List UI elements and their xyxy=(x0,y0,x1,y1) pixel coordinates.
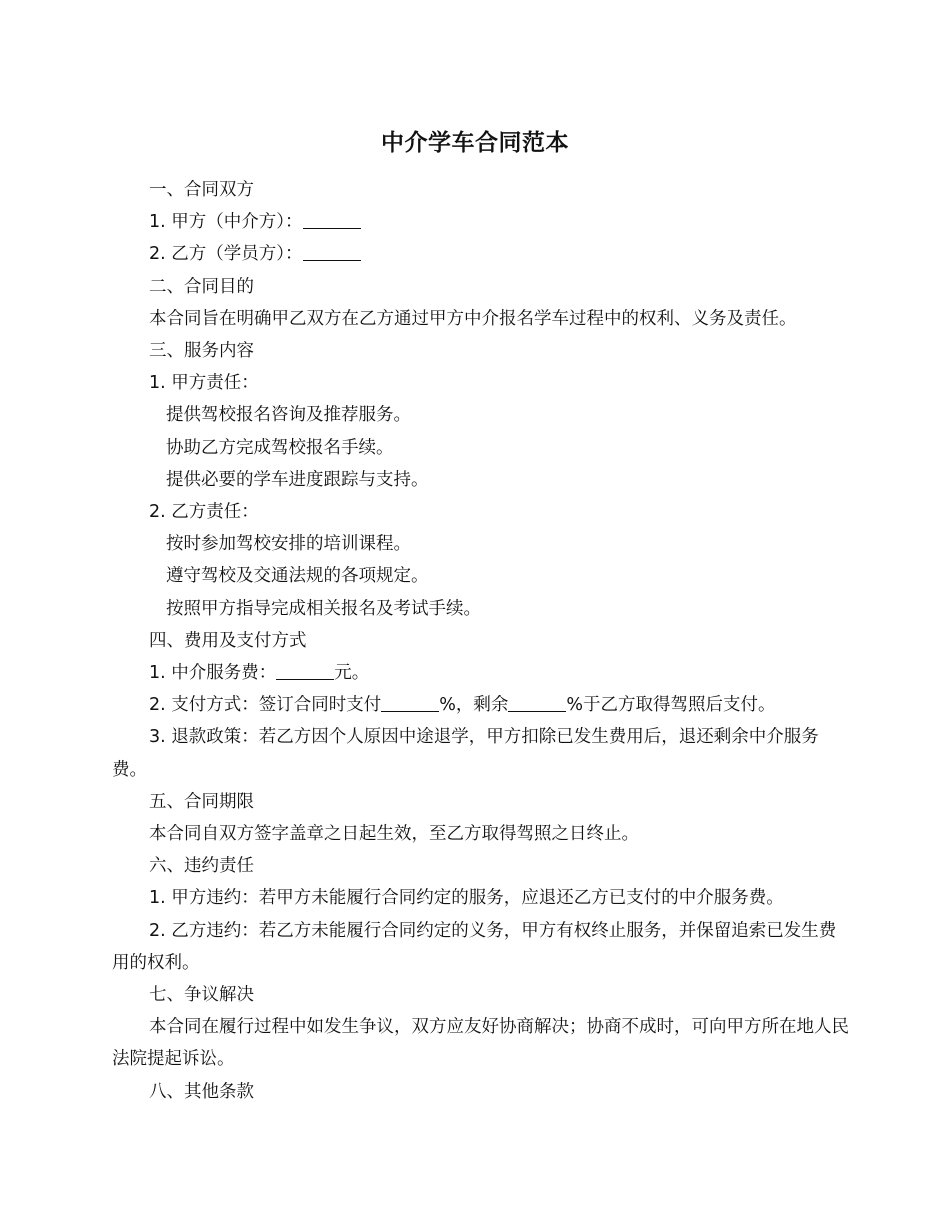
party-b-line xyxy=(112,238,852,270)
fee-label: 1. 中介服务费： xyxy=(149,663,277,684)
term-text: 本合同自双方签字盖章之日起生效，至乙方取得驾照之日终止。 xyxy=(149,824,639,845)
party-a-duty-item: 提供必要的学车进度跟踪与支持。 xyxy=(166,469,429,490)
party-b-duty-item: 按照甲方指导完成相关报名及考试手续。 xyxy=(166,598,481,619)
party-b-blank xyxy=(303,242,361,261)
fee-line xyxy=(112,657,852,689)
section-heading-purpose: 二、合同目的 xyxy=(149,276,254,297)
breach-party-b: 2. 乙方违约：若乙方未能履行合同约定的义务，甲方有权终止服务，并保留追索已发生费用的权利。 xyxy=(112,920,837,973)
fee-blank xyxy=(276,661,334,680)
section-heading-disputes: 七、争议解决 xyxy=(149,985,254,1006)
section-heading-parties: 一、合同双方 xyxy=(149,180,254,200)
party-a-line xyxy=(112,206,852,238)
party-a-duty-item: 协助乙方完成驾校报名手续。 xyxy=(166,437,394,458)
section-heading-other: 八、其他条款 xyxy=(149,1081,254,1102)
payment-text-2: %，剩余 xyxy=(439,695,509,716)
party-b-duty-item: 按时参加驾校安排的培训课程。 xyxy=(166,534,411,555)
refund-policy: 3. 退款政策：若乙方因个人原因中途退学，甲方扣除已发生费用后，退还剩余中介服务费。 xyxy=(112,727,819,780)
payment-text-1: 2. 支付方式：签订合同时支付 xyxy=(149,695,382,716)
section-heading-services: 三、服务内容 xyxy=(149,341,254,362)
party-b-duty-label: 2. 乙方责任： xyxy=(149,502,259,523)
party-a-blank xyxy=(303,210,361,229)
disputes-text: 本合同在履行过程中如发生争议，双方应友好协商解决；协商不成时，可向甲方所在地人民法院提起诉讼。 xyxy=(112,1017,849,1070)
party-a-label: 1. 甲方（中介方）： xyxy=(149,212,303,233)
party-b-duty-item: 遵守驾校及交通法规的各项规定。 xyxy=(166,566,429,587)
party-a-duty-label: 1. 甲方责任： xyxy=(149,373,259,394)
payment-text-3: %于乙方取得驾照后支付。 xyxy=(566,695,776,716)
party-a-duty-item: 提供驾校报名咨询及推荐服务。 xyxy=(166,405,411,426)
breach-party-a: 1. 甲方违约：若甲方未能履行合同约定的服务，应退还乙方已支付的中介服务费。 xyxy=(149,888,784,909)
section-heading-breach: 六、违约责任 xyxy=(149,856,254,877)
fee-unit: 元。 xyxy=(334,663,370,684)
payment-line xyxy=(112,689,852,721)
document-body xyxy=(112,174,852,1108)
payment-blank-2 xyxy=(508,693,566,712)
document-title: 中介学车合同范本 xyxy=(381,130,569,156)
party-b-label: 2. 乙方（学员方）： xyxy=(149,244,303,265)
payment-blank-1 xyxy=(381,693,439,712)
purpose-text: 本合同旨在明确甲乙双方在乙方通过甲方中介报名学车过程中的权利、义务及责任。 xyxy=(149,308,797,329)
section-heading-fees: 四、费用及支付方式 xyxy=(149,630,307,651)
section-heading-term: 五、合同期限 xyxy=(149,791,254,812)
